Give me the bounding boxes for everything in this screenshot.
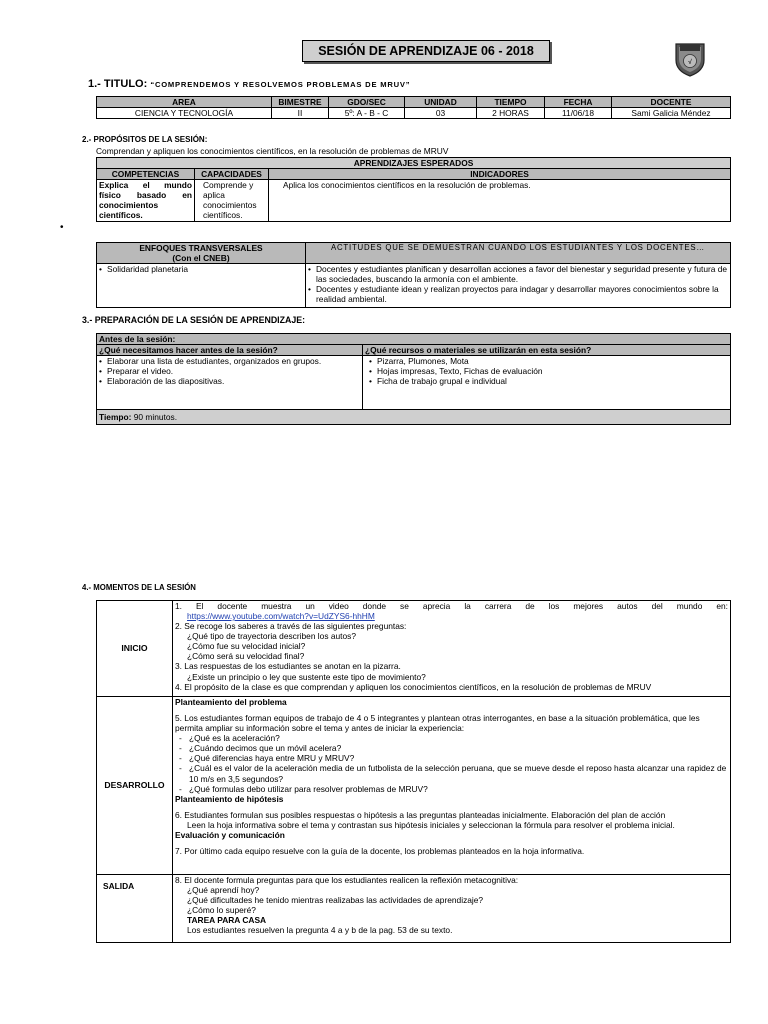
stray-bullet: •: [60, 222, 64, 233]
desarrollo-question: - ¿Cuál es el valor de la aceleración media de un futbolista de la selección peruana, que se mueve desde el reposo hasta alcanzar una rapidez de 10 m/s en 3,5 segundos?: [175, 763, 728, 783]
aprendizajes-table: [96, 157, 731, 222]
competencia-text: Explica el mundo físico basado en conocimientos científicos.: [97, 180, 195, 222]
value-area: CIENCIA Y TECNOLOGÍA: [97, 108, 272, 119]
enfoques-header: [97, 243, 306, 264]
desarrollo-step-6b: Leen la hoja informativa sobre el tema y contrastan sus hipótesis iniciales y seleccionan la fórmula para resolver el problema inicial.: [187, 819, 675, 830]
desarrollo-question: - ¿Cuándo decimos que un móvil acelera?: [175, 743, 728, 753]
header-fecha: FECHA: [545, 97, 612, 108]
inicio-question: ¿Qué tipo de trayectoria describen los autos?: [187, 631, 356, 642]
info-table: [96, 96, 731, 119]
tiempo-value: 90 minutos.: [133, 412, 178, 423]
preparacion-table: [96, 333, 731, 425]
tiempo-row: [97, 410, 731, 425]
list-item: • Elaboración de las diapositivas.: [99, 376, 360, 386]
salida-step-8: 8. El docente formula preguntas para que los estudiantes realicen la reflexión metacognitiva:: [175, 875, 519, 885]
indicador-text: Aplica los conocimientos científicos en la resolución de problemas.: [269, 180, 731, 222]
section2-label: 2.- PROPÓSITOS DE LA SESIÓN:: [82, 135, 208, 144]
salida-question: ¿Qué aprendí hoy?: [187, 885, 260, 896]
video-link[interactable]: https://www.youtube.com/watch?v=UdZYS6-hhHM: [187, 611, 375, 622]
q-hacer: ¿Qué necesitamos hacer antes de la sesión?: [97, 345, 363, 356]
salida-question: ¿Qué dificultades he tenido mientras realizabas las actividades de aprendizaje?: [187, 895, 484, 906]
recursos-cell: [363, 356, 731, 410]
antes-label: Antes de la sesión:: [97, 334, 731, 345]
desarrollo-row: [97, 697, 731, 875]
capacidad-text: Comprende y aplica conocimientos científicos.: [195, 180, 269, 222]
value-fecha: 11/06/18: [545, 108, 612, 119]
enfoque-item: • Solidaridad planetaria: [99, 264, 303, 274]
value-tiempo: 2 HORAS: [477, 108, 545, 119]
inicio-content: [173, 601, 731, 697]
desarrollo-heading: Planteamiento de hipótesis: [175, 793, 284, 804]
section3-label: 3.- PREPARACIÓN DE LA SESIÓN DE APRENDIZAJE:: [82, 315, 306, 325]
header-docente: DOCENTE: [612, 97, 731, 108]
inicio-step-4: 4. El propósito de la clase es que comprendan y apliquen los conocimientos científicos, en la resolución de problemas de MRUV: [175, 681, 652, 692]
enfoques-header-line2: (Con el CNEB): [172, 253, 230, 264]
header-unidad: UNIDAD: [405, 97, 477, 108]
desarrollo-heading: Evaluación y comunicación: [175, 829, 285, 840]
list-item: • Preparar el video.: [99, 366, 360, 376]
svg-text:√: √: [688, 59, 692, 66]
salida-label: SALIDA: [97, 875, 173, 943]
inicio-row: [97, 601, 731, 697]
actitudes-header: ACTITUDES QUE SE DEMUESTRAN CUANDO LOS ESTUDIANTES Y LOS DOCENTES…: [306, 243, 731, 264]
desarrollo-content: [173, 697, 731, 875]
value-bimestre: II: [272, 108, 329, 119]
hacer-cell: [97, 356, 363, 410]
list-item: • Elaborar una lista de estudiantes, organizados en grupos.: [99, 356, 360, 366]
actitud-item: • Docentes y estudiantes planifican y desarrollan acciones a favor del bienestar y seguridad presente y futura de las sociedades, buscando la armonía con el ambiente.: [308, 264, 728, 284]
desarrollo-step-7: 7. Por último cada equipo resuelve con la guía de la docente, los problemas planteados en la hoja informativa.: [175, 846, 585, 857]
header-area: AREA: [97, 97, 272, 108]
list-item: • Pizarra, Plumones, Mota: [369, 356, 728, 366]
actitud-item: • Docentes y estudiante idean y realizan proyectos para indagar y desarrollar mayores conocimientos sobre la realidad ambiental.: [308, 284, 728, 304]
header-gdo-sec: GDO/SEC: [329, 97, 405, 108]
momentos-table: [96, 600, 731, 943]
info-value-row: [97, 108, 731, 119]
section2-intro: Comprendan y apliquen los conocimientos científicos, en la resolución de problemas de MRUV: [96, 146, 449, 156]
section1-heading: [88, 78, 410, 91]
desarrollo-label: DESARROLLO: [97, 697, 173, 875]
session-topic: “COMPRENDEMOS Y RESOLVEMOS PROBLEMAS DE MRUV”: [150, 80, 411, 89]
desarrollo-question: - ¿Qué diferencias haya entre MRU y MRUV?: [175, 753, 728, 763]
enfoques-table: [96, 242, 731, 308]
list-item: • Ficha de trabajo grupal e individual: [369, 376, 728, 386]
desarrollo-step-6: 6. Estudiantes formulan sus posibles respuestas o hipótesis a las preguntas planteadas inicialmente. Elaboración del plan de acción: [175, 809, 666, 820]
inicio-step-2: 2. Se recoge los saberes a través de las siguientes preguntas:: [175, 621, 407, 632]
actitudes-cell: [306, 264, 731, 308]
list-item: • Hojas impresas, Texto, Fichas de evaluación: [369, 366, 728, 376]
enfoque-cell: [97, 264, 306, 308]
inicio-label: INICIO: [97, 601, 173, 697]
inicio-step-1: 1. El docente muestra un video donde se aprecia la carrera de los mejores autos del mundo en:: [175, 601, 728, 611]
desarrollo-heading: Planteamiento del problema: [175, 697, 287, 707]
tarea-heading: TAREA PARA CASA: [187, 915, 267, 926]
section1-label: 1.- TITULO:: [88, 78, 148, 90]
inicio-step-3: 3. Las respuestas de los estudiantes se anotan en la pizarra.: [175, 661, 401, 672]
aprendizajes-title: APRENDIZAJES ESPERADOS: [97, 158, 731, 169]
enfoques-header-line1: ENFOQUES TRANSVERSALES: [139, 243, 263, 253]
desarrollo-question: - ¿Qué formulas debo utilizar para resolver problemas de MRUV?: [175, 784, 728, 794]
header-bimestre: BIMESTRE: [272, 97, 329, 108]
col-indicadores: INDICADORES: [269, 169, 731, 180]
desarrollo-step-5: 5. Los estudiantes forman equipos de trabajo de 4 o 5 integrantes y plantean otras interrogantes, en base a la situación problemática, que les permita ampliar su información sobre el tema y antes de iniciar la experiencia:: [175, 713, 700, 734]
q-recursos: ¿Qué recursos o materiales se utilizarán en esta sesión?: [363, 345, 731, 356]
inicio-question: ¿Cómo será su velocidad final?: [187, 651, 305, 662]
desarrollo-question: - ¿Qué es la aceleración?: [175, 733, 728, 743]
tarea-text: Los estudiantes resuelven la pregunta 4 a y b de la pag. 53 de su texto.: [187, 925, 453, 936]
salida-row: [97, 875, 731, 943]
section4-label: 4.- MOMENTOS DE LA SESIÓN: [82, 583, 196, 592]
salida-content: [173, 875, 731, 943]
salida-question: ¿Cómo lo superé?: [187, 905, 256, 916]
info-header-row: [97, 97, 731, 108]
col-capacidades: CAPACIDADES: [195, 169, 269, 180]
col-competencias: COMPETENCIAS: [97, 169, 195, 180]
value-unidad: 03: [405, 108, 477, 119]
tiempo-label: Tiempo:: [99, 412, 132, 423]
value-docente: Sami Galicia Méndez: [612, 108, 731, 119]
header-tiempo: TIEMPO: [477, 97, 545, 108]
value-gdo-sec: 5º: A - B - C: [329, 108, 405, 119]
session-title: SESIÓN DE APRENDIZAJE 06 - 2018: [302, 40, 550, 62]
inicio-question: ¿Existe un principio o ley que sustente este tipo de movimiento?: [187, 671, 426, 682]
inicio-question: ¿Cómo fue su velocidad inicial?: [187, 641, 306, 652]
school-shield-icon: [670, 38, 710, 78]
